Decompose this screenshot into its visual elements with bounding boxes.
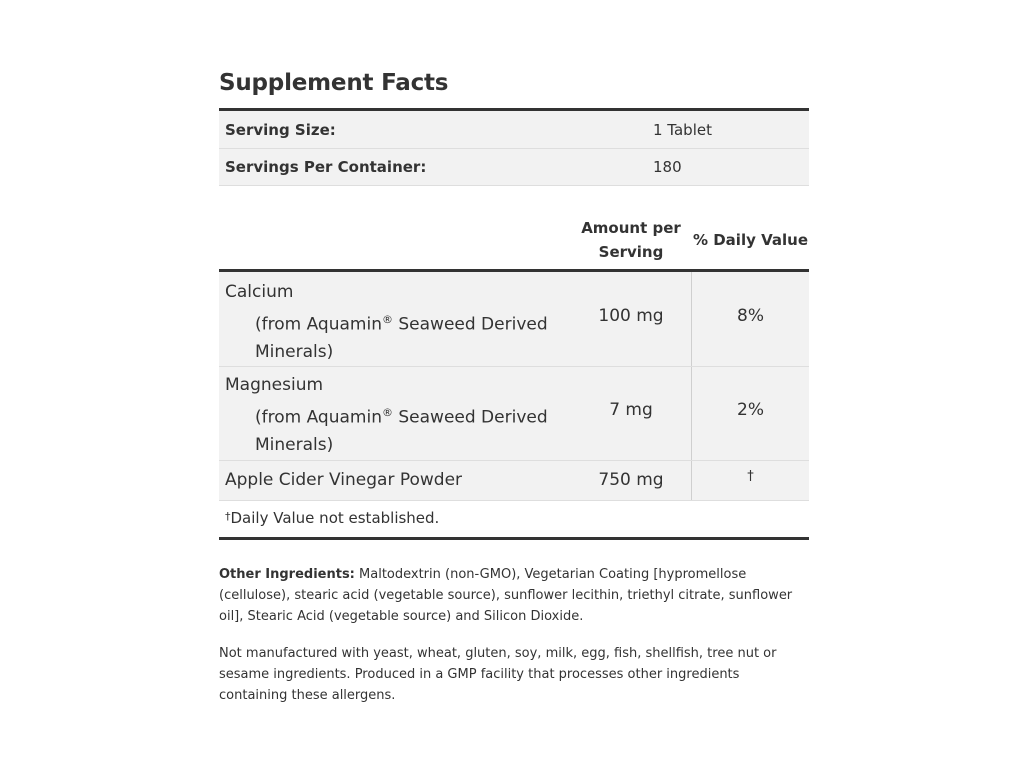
nutrient-name-main: Magnesium	[225, 375, 324, 395]
registered-mark: ®	[381, 313, 393, 326]
serving-size-value: 1 Tablet	[653, 121, 712, 139]
other-ingredients-label: Other Ingredients:	[219, 567, 355, 582]
nutrient-source-line2: Minerals)	[255, 341, 334, 362]
servings-per-container-value: 180	[653, 158, 682, 176]
allergen-statement: Not manufactured with yeast, wheat, gluten, soy, milk, egg, fish, shellfish, tree nut or sesame ingredients. Produced in a GMP facility that processes other ingredients containing these allergens.	[219, 646, 777, 703]
nutrient-source: (from Aquamin® Seaweed Derived	[255, 313, 548, 335]
nutrient-row-apple-cider-vinegar	[219, 461, 809, 501]
daily-value-header: % Daily Value	[692, 231, 808, 249]
serving-size-row	[219, 111, 809, 149]
nutrient-name	[225, 372, 548, 459]
amount-header-line1: Amount per	[581, 219, 681, 237]
nutrient-row-calcium	[219, 272, 809, 367]
daily-value-footnote	[225, 509, 439, 527]
nutrient-name	[225, 279, 548, 366]
servings-per-container-label: Servings Per Container:	[225, 158, 427, 176]
nutrient-amount: 100 mg	[598, 306, 664, 326]
nutrient-daily-value: †	[747, 469, 754, 484]
nutrient-amount: 7 mg	[609, 400, 653, 420]
nutrient-daily-value: 2%	[737, 400, 764, 420]
nutrient-source: (from Aquamin® Seaweed Derived	[255, 406, 548, 428]
nutrient-name: Apple Cider Vinegar Powder	[225, 470, 463, 490]
nutrient-source-line2: Minerals)	[255, 434, 334, 455]
page-title: Supplement Facts	[219, 70, 449, 96]
nutrient-daily-value: 8%	[737, 306, 764, 326]
nutrient-row-magnesium	[219, 367, 809, 461]
amount-header-line2: Serving	[598, 243, 664, 261]
registered-mark: ®	[381, 406, 393, 419]
dagger-mark: †	[225, 510, 231, 523]
serving-size-label: Serving Size:	[225, 121, 336, 139]
nutrient-name-main: Calcium	[225, 282, 294, 302]
other-ingredients	[219, 564, 809, 627]
servings-per-container-row	[219, 149, 809, 186]
amount-per-serving-header	[572, 216, 690, 264]
other-ingredients-text: Maltodextrin (non-GMO), Vegetarian Coating [hypromellose (cellulose), stearic acid (vegetable source), sunflower lecithin, triethyl citrate, sunflower oil], Stearic Acid (vegetable source) and Silicon Dioxide.	[219, 567, 793, 624]
footnote-text: Daily Value not established.	[230, 509, 440, 527]
bottom-rule	[219, 537, 809, 540]
nutrient-amount: 750 mg	[598, 470, 664, 490]
